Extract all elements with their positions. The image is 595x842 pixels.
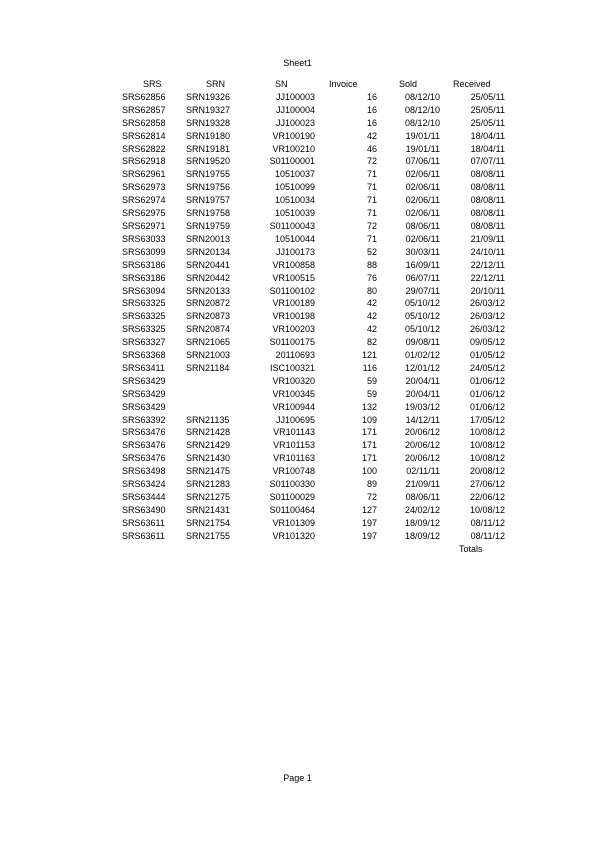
cell-invoice: 71 [366,208,377,219]
cell-received: 08/08/11 [470,195,505,206]
cell-sn: S01100001 [269,156,315,167]
table-row [0,181,505,194]
cell-sold: 08/12/10 [404,117,440,128]
table-row [0,130,505,143]
cell-sold: 20/04/11 [405,375,440,386]
cell-sn: JJ100004 [275,104,315,115]
cell-sn: VR100203 [272,324,315,335]
cell-received: 25/05/11 [470,91,505,102]
cell-invoice: 100 [361,466,377,477]
cell-srs: SRS63476 [122,427,166,438]
cell-received: 22/12/11 [470,272,505,283]
cell-sn: JJ100695 [275,414,315,425]
cell-invoice: 116 [362,362,377,373]
cell-invoice: 71 [366,233,377,244]
cell-srs: SRS63476 [122,453,166,464]
cell-srs: SRS63325 [122,324,166,335]
cell-srs: SRS63429 [122,388,166,399]
cell-sold: 20/06/12 [404,427,440,438]
cell-sn: VR100515 [272,272,315,283]
cell-invoice: 132 [361,401,377,412]
cell-srn: SRN19326 [186,91,231,102]
cell-srn: SRN21431 [186,504,231,515]
cell-sn: VR100944 [272,401,315,412]
cell-sold: 20/06/12 [404,440,440,451]
table-row [0,401,505,414]
cell-invoice: 109 [361,414,377,425]
table-row [0,491,505,504]
cell-received: 22/06/12 [469,492,505,502]
cell-received: 24/10/11 [470,246,505,257]
cell-received: 22/12/11 [470,259,505,270]
cell-srn: SRN19180 [186,130,231,141]
page-footer: Page 1 [283,773,312,783]
cell-received: 10/08/12 [469,427,505,438]
cell-received: 01/05/12 [469,350,505,361]
table-row [0,143,505,156]
cell-srs: SRS63327 [122,337,166,348]
cell-received: 01/06/12 [469,401,505,412]
cell-srn: SRN21430 [186,453,231,464]
cell-srn: SRN19757 [186,195,231,206]
cell-received: 18/04/11 [470,143,505,154]
table-row [0,388,505,401]
cell-received: 08/11/12 [470,517,505,528]
cell-invoice: 171 [361,440,377,451]
cell-srn [185,401,260,414]
table-row [0,349,505,362]
cell-sold: 16/09/11 [405,259,440,270]
cell-srs: SRS63325 [122,298,166,309]
cell-srn: SRN21429 [186,440,231,451]
cell-srn [185,375,260,388]
cell-srn: SRN21135 [186,414,230,425]
cell-sn: JJ100023 [275,117,315,128]
cell-sn: VR100198 [272,311,315,322]
cell-srn: SRN21475 [186,466,231,477]
cell-sn: ISC100321 [269,362,315,373]
cell-srs: SRS63411 [122,362,165,373]
cell-sn: VR100345 [272,388,315,399]
cell-srn: SRN19758 [186,208,231,219]
cell-srn: SRN21065 [186,337,231,348]
table-row [0,91,505,104]
cell-sn: JJ100173 [275,246,315,257]
table-row [0,439,505,452]
cell-received: 21/09/11 [470,233,505,244]
table-row [0,117,505,130]
cell-sold: 19/01/11 [405,143,440,154]
cell-srs: SRS62822 [122,143,166,154]
cell-invoice: 52 [366,246,377,257]
table-row [0,452,505,465]
cell-srs: SRS63368 [122,350,166,361]
cell-srs: SRS63392 [122,414,166,425]
cell-received: 25/05/11 [470,117,505,128]
cell-sn: VR101143 [273,427,315,438]
table-row [0,246,505,259]
cell-sn: S01100043 [269,220,315,231]
cell-srn: SRN19755 [186,169,231,180]
cell-sold: 06/07/11 [405,272,440,283]
table-row [0,517,505,530]
cell-invoice: 71 [366,182,377,193]
cell-srn: SRN20874 [186,324,231,335]
cell-invoice: 16 [366,117,377,128]
table-row [0,194,505,207]
totals-row [0,543,505,556]
table-row [0,336,505,349]
cell-srn: SRN21003 [186,350,231,361]
cell-srs: SRS63325 [122,311,166,322]
cell-sn: VR101153 [273,440,315,451]
cell-invoice: 59 [366,375,377,386]
cell-received: 08/08/11 [470,208,505,219]
cell-srs: SRS62971 [122,220,166,231]
cell-sn: 10510034 [274,195,315,206]
cell-received: 09/05/12 [469,337,505,348]
cell-srs: SRS62857 [122,104,166,115]
cell-invoice: 42 [366,324,377,335]
table-row [0,504,505,517]
cell-sn: S01100175 [269,337,315,348]
table-row [0,259,505,272]
cell-sold: 20/06/12 [404,453,440,464]
table-row [0,362,505,375]
cell-srs: SRS62918 [122,156,166,167]
cell-srs: SRS63186 [122,272,166,283]
cell-received: 20/08/12 [469,466,505,477]
cell-sold: 19/03/12 [404,401,440,412]
cell-invoice: 171 [361,453,377,464]
cell-invoice: 72 [366,220,377,231]
table-row [0,375,505,388]
cell-srn: SRN20873 [186,311,231,322]
cell-received: 27/06/12 [469,479,505,490]
table-row [0,155,505,168]
cell-sn: VR101163 [273,453,315,464]
cell-sold: 29/07/11 [405,285,440,296]
cell-srs: SRS63444 [122,492,166,502]
cell-sold: 12/01/12 [404,362,440,373]
cell-srn: SRN20133 [186,285,231,296]
cell-sold: 05/10/12 [404,298,440,309]
table-row [0,168,505,181]
cell-sn: VR100190 [272,130,315,141]
cell-sold: 02/06/11 [405,169,440,180]
cell-srn: SRN19328 [186,117,231,128]
cell-srn: SRN21428 [186,427,231,438]
cell-invoice: 80 [366,285,377,296]
cell-received: 17/05/12 [469,414,505,425]
table-row [0,207,505,220]
column-header-received: Received [453,79,491,89]
cell-sold: 09/08/11 [405,337,440,348]
column-header-invoice: Invoice [329,79,358,89]
column-header-sn: SN [275,79,288,89]
cell-srs: SRS63429 [122,401,166,412]
data-table [0,78,505,556]
cell-srn: SRN19520 [186,156,231,167]
cell-srn: SRN21755 [186,530,231,541]
table-row [0,285,505,298]
table-row [0,104,505,117]
cell-sold: 02/06/11 [405,233,440,244]
cell-srs: SRS63490 [122,504,166,515]
data-table-container [0,78,595,556]
cell-srs: SRS62858 [122,117,166,128]
cell-sn: S01100464 [269,504,315,515]
cell-sold: 21/09/11 [405,479,440,490]
cell-sold: 20/04/11 [405,388,440,399]
cell-srn: SRN21283 [186,479,231,490]
cell-srn: SRN21275 [186,492,231,502]
cell-srs: SRS63424 [122,479,166,490]
cell-sn: JJ100003 [275,91,315,102]
cell-srs: SRS62974 [122,195,166,206]
cell-srs: SRS63498 [122,466,166,477]
cell-sn: VR100210 [272,143,315,154]
sheet-title: Sheet1 [283,58,312,68]
cell-received: 26/03/12 [469,298,505,309]
table-row [0,272,505,285]
cell-srs: SRS63186 [122,259,166,270]
cell-received: 08/08/11 [470,220,505,231]
cell-sold: 08/12/10 [404,91,440,102]
cell-srn: SRN20872 [186,298,231,309]
table-row [0,530,505,543]
cell-invoice: 42 [366,298,377,309]
table-row [0,323,505,336]
cell-received: 20/10/11 [470,285,505,296]
cell-sn: VR100320 [272,375,315,386]
cell-sn: 10510037 [274,169,315,180]
table-row [0,220,505,233]
cell-invoice: 16 [366,91,377,102]
cell-invoice: 127 [361,504,377,515]
cell-sn: 10510099 [274,182,315,193]
cell-srs: SRS63429 [122,375,166,386]
cell-invoice: 197 [361,517,377,528]
cell-received: 08/08/11 [470,169,505,180]
cell-invoice: 42 [366,311,377,322]
cell-sold: 02/06/11 [405,182,440,193]
cell-received: 01/06/12 [469,388,505,399]
cell-srs: SRS63611 [122,530,165,541]
cell-invoice: 121 [361,350,377,361]
cell-invoice: 71 [366,169,377,180]
cell-invoice: 89 [366,479,377,490]
cell-sold: 01/02/12 [404,350,440,361]
cell-invoice: 42 [366,130,377,141]
cell-srs: SRS63033 [122,233,166,244]
cell-received: 18/04/11 [470,130,505,141]
cell-received: 26/03/12 [469,311,505,322]
table-row [0,426,505,439]
cell-sn: VR101309 [272,517,315,528]
cell-srs: SRS63611 [122,517,165,528]
cell-sold: 02/11/11 [406,466,440,477]
cell-received: 10/08/12 [469,504,505,515]
table-row [0,465,505,478]
cell-invoice: 82 [366,337,377,348]
cell-invoice: 59 [366,388,377,399]
cell-received: 10/08/12 [469,453,505,464]
cell-srn: SRN19327 [186,104,231,115]
cell-srs: SRS62961 [122,169,166,180]
cell-srs: SRS63094 [122,285,166,296]
cell-sn: S01100102 [269,285,315,296]
cell-sold: 08/06/11 [405,492,440,502]
cell-sold: 18/09/12 [404,530,440,541]
cell-invoice: 72 [366,492,377,502]
cell-sold: 02/06/11 [405,195,440,206]
cell-sold: 05/10/12 [404,324,440,335]
cell-sold: 18/09/12 [404,517,440,528]
cell-srs: SRS62814 [122,130,166,141]
column-header-sold: Sold [399,79,418,89]
cell-sn: VR100189 [272,298,315,309]
cell-invoice: 76 [366,272,377,283]
cell-invoice: 16 [366,104,377,115]
cell-srn: SRN20441 [186,259,231,270]
cell-srn: SRN21754 [186,517,231,528]
cell-sold: 24/02/12 [404,504,440,515]
cell-invoice: 72 [366,156,377,167]
cell-srn: SRN20013 [186,233,231,244]
cell-sold: 02/06/11 [405,208,440,219]
cell-invoice: 71 [366,195,377,206]
cell-sold: 30/03/11 [405,246,440,257]
cell-srn: SRN21184 [186,362,230,373]
table-row [0,233,505,246]
cell-received: 08/08/11 [470,182,505,193]
totals-label: Totals [459,543,483,554]
cell-sn: VR100858 [272,259,315,270]
cell-sold: 14/12/11 [405,414,440,425]
cell-sn: S01100029 [269,492,315,502]
table-row [0,414,505,427]
cell-sn: S01100330 [269,479,315,490]
cell-srs: SRS63476 [122,440,166,451]
cell-received: 25/05/11 [470,104,505,115]
cell-sn: 10510044 [274,233,315,244]
column-header-srs: SRS [143,79,162,89]
cell-sn: 10510039 [274,208,315,219]
cell-received: 10/08/12 [469,440,505,451]
cell-sn: 20110693 [275,350,315,361]
cell-sold: 19/01/11 [405,130,440,141]
cell-srn: SRN19756 [186,182,231,193]
cell-invoice: 88 [366,259,377,270]
cell-received: 08/11/12 [470,530,505,541]
cell-sn: VR100748 [272,466,315,477]
cell-sold: 08/06/11 [405,220,440,231]
cell-sold: 05/10/12 [404,311,440,322]
table-header-row [0,78,505,91]
cell-sold: 07/06/11 [405,156,440,167]
cell-received: 01/06/12 [469,375,505,386]
cell-srn: SRN19181 [186,143,231,154]
cell-invoice: 171 [361,427,377,438]
cell-received: 07/07/11 [470,156,505,167]
cell-invoice: 46 [366,143,377,154]
table-row [0,310,505,323]
column-header-srn: SRN [206,79,226,89]
cell-srn: SRN19759 [186,220,231,231]
cell-srs: SRS63099 [122,246,166,257]
cell-invoice: 197 [361,530,377,541]
table-row [0,478,505,491]
table-body [0,91,505,543]
cell-sold: 08/12/10 [404,104,440,115]
cell-received: 24/05/12 [469,362,505,373]
cell-sn: VR101320 [272,530,315,541]
cell-srn: SRN20442 [186,272,231,283]
cell-srn: SRN20134 [186,246,231,257]
cell-received: 26/03/12 [469,324,505,335]
cell-srs: SRS62856 [122,91,166,102]
table-row [0,297,505,310]
cell-srs: SRS62975 [122,208,166,219]
cell-srs: SRS62973 [122,182,166,193]
cell-srn [185,388,260,401]
